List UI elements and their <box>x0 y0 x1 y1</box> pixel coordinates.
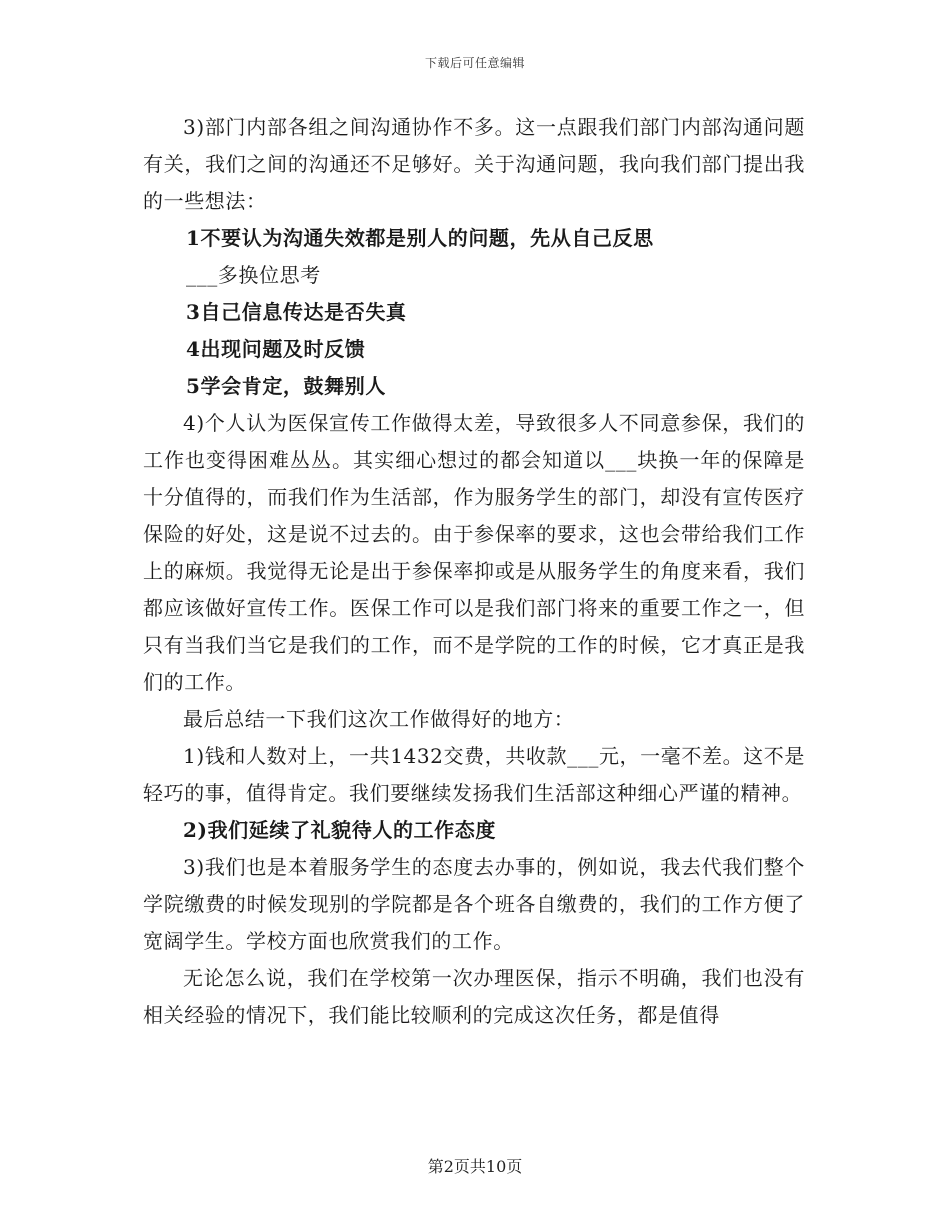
paragraph-strength-3: 3)我们也是本着服务学生的态度去办事的，例如说，我去代我们整个学院缴费的时候发现别的学院都是各个班各自缴费的，我们的工作方便了宽阔学生。学校方面也欣赏我们的工作。 <box>143 855 805 953</box>
paragraph-summary-intro: 最后总结一下我们这次工作做得好的地方： <box>183 707 575 731</box>
page-number: 第2页共10页 <box>427 1157 523 1176</box>
page-header: 下载后可任意编辑 <box>424 56 525 70</box>
document-body <box>143 109 805 1034</box>
paragraph-communication-issue: 3)部门内部各组之间沟通协作不多。这一点跟我们部门内部沟通问题有关，我们之间的沟通还不足够好。关于沟通问题，我向我们部门提出我的一些想法： <box>143 115 805 213</box>
suggestion-item-1: 1不要认为沟通失效都是别人的问题，先从自己反思 <box>186 226 654 250</box>
suggestion-item-5: 5学会肯定，鼓舞别人 <box>186 374 386 398</box>
suggestion-item-4: 4出现问题及时反馈 <box>186 337 366 361</box>
paragraph-strength-1: 1)钱和人数对上，一共1432交费，共收款___元，一毫不差。这不是轻巧的事，值得肯定。我们要继续发扬我们生活部这种细心严谨的精神。 <box>143 744 805 805</box>
paragraph-publicity-issue: 4)个人认为医保宣传工作做得太差，导致很多人不同意参保，我们的工作也变得困难丛丛。其实细心想过的都会知道以___块换一年的保障是十分值得的，而我们作为生活部，作为服务学生的部门，却没有宣传医疗保险的好处，这是说不过去的。由于参保率的要求，这也会带给我们工作上的麻烦。我觉得无论是出于参保率抑或是从服务学生的角度来看，我们都应该做好宣传工作。医保工作可以是我们部门将来的重要工作之一，但只有当我们当它是我们的工作，而不是学院的工作的时候，它才真正是我们的工作。 <box>143 411 805 694</box>
suggestion-item-3: 3自己信息传达是否失真 <box>186 300 407 324</box>
paragraph-strength-2: 2)我们延续了礼貌待人的工作态度 <box>183 818 496 842</box>
paragraph-conclusion: 无论怎么说，我们在学校第一次办理医保，指示不明确，我们也没有相关经验的情况下，我们能比较顺利的完成这次任务，都是值得 <box>143 966 805 1027</box>
suggestion-item-2: ___多换位思考 <box>186 263 321 287</box>
